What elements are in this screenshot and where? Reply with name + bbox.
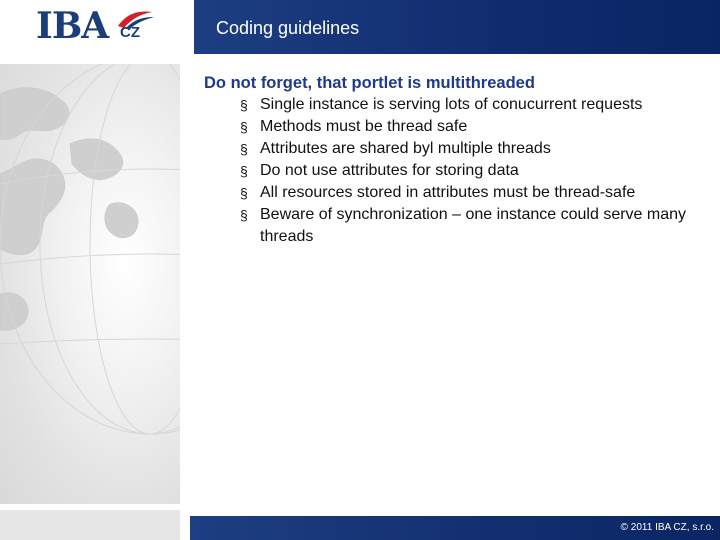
header-bar bbox=[194, 0, 720, 54]
bullet-icon: § bbox=[240, 141, 248, 157]
list-item bbox=[204, 138, 704, 160]
bullet-text: Single instance is serving lots of conucurrent requests bbox=[260, 96, 643, 113]
list-item bbox=[204, 204, 704, 248]
left-footer-strip bbox=[0, 510, 180, 540]
slide-content bbox=[204, 72, 704, 248]
bullet-text: Methods must be thread safe bbox=[260, 118, 468, 135]
bullet-icon: § bbox=[240, 119, 248, 135]
bullet-list bbox=[204, 94, 704, 248]
content-heading: Do not forget, that portlet is multithreaded bbox=[204, 74, 535, 92]
bullet-icon: § bbox=[240, 163, 248, 179]
bullet-text: All resources stored in attributes must be thread-safe bbox=[260, 184, 636, 201]
bullet-text: Beware of synchronization – one instance could serve many threads bbox=[260, 206, 687, 245]
list-item bbox=[204, 160, 704, 182]
bullet-icon: § bbox=[240, 207, 248, 223]
bullet-text: Attributes are shared byl multiple threads bbox=[260, 140, 551, 157]
list-item bbox=[204, 94, 704, 116]
bullet-icon: § bbox=[240, 185, 248, 201]
footer-bar bbox=[190, 516, 720, 540]
logo bbox=[0, 0, 190, 54]
logo-sub-text: CZ bbox=[120, 24, 140, 41]
bullet-text: Do not use attributes for storing data bbox=[260, 162, 519, 179]
copyright-text: © 2011 IBA CZ, s.r.o. bbox=[620, 522, 714, 533]
bullet-icon: § bbox=[240, 97, 248, 113]
slide-title: Coding guidelines bbox=[216, 18, 360, 38]
list-item bbox=[204, 116, 704, 138]
list-item bbox=[204, 182, 704, 204]
globe-background bbox=[0, 64, 180, 504]
logo-main-text: IBA bbox=[36, 5, 109, 47]
globe-graphic bbox=[0, 64, 180, 504]
